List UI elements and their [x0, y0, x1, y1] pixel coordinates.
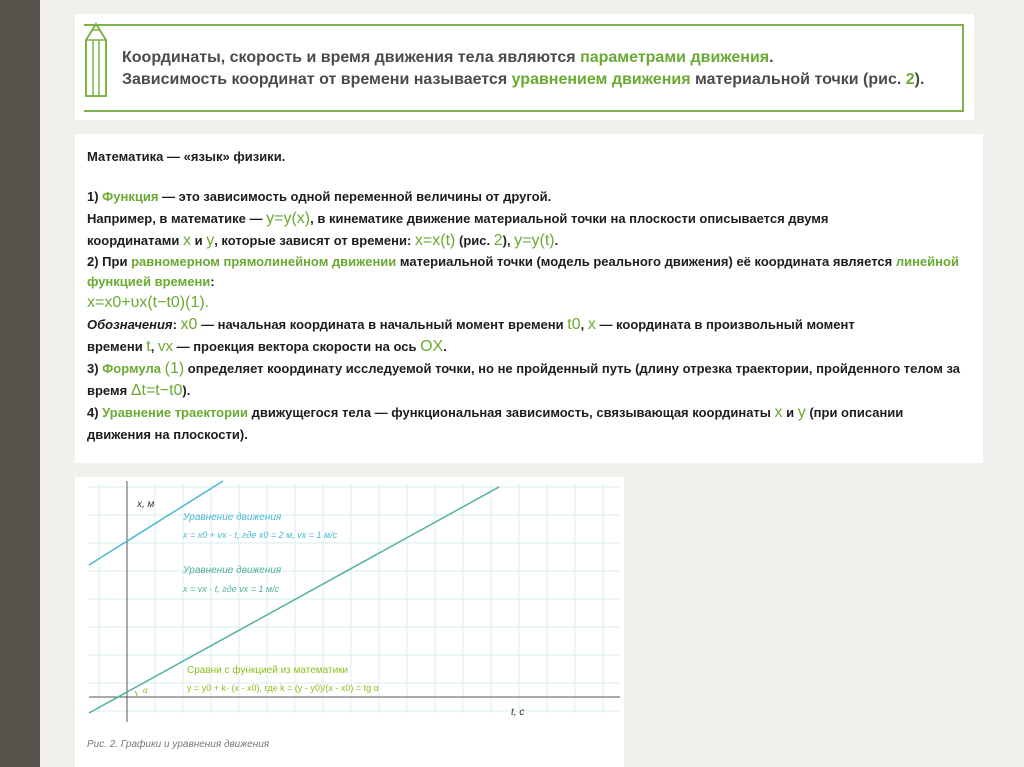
text: — проекция вектора скорости на ось — [172, 339, 421, 354]
definition-line-1 — [122, 47, 962, 69]
figure-caption: Рис. 2. Графики и уравнения движения — [87, 739, 270, 750]
text: , — [580, 317, 588, 332]
text: время — [87, 383, 131, 398]
formula: y — [206, 232, 215, 249]
formula: x — [774, 404, 783, 421]
term-uniform-motion: равномерном прямолинейном движении — [131, 254, 397, 269]
notes-heading: Математика — «язык» физики. — [87, 149, 286, 164]
note-5 — [87, 402, 977, 424]
text: и — [190, 233, 207, 248]
definition-card — [75, 14, 974, 120]
term-time-function: функцией времени — [87, 274, 211, 289]
text: — это зависимость одной переменной величины от другой. — [158, 189, 552, 204]
formula: x — [182, 232, 191, 249]
figure-graph — [75, 477, 624, 767]
note-4 — [87, 358, 977, 380]
note-4b — [87, 380, 977, 402]
text: определяет координату исследуемой точки, но не пройденный путь (длину отрезка траектории, пройденного телом за — [184, 361, 960, 376]
definition-line-2 — [122, 69, 962, 91]
graph-line-x0-0 — [89, 487, 499, 713]
formula: x0 — [180, 316, 198, 333]
figure-ref: 2 — [905, 71, 915, 88]
figure-card — [75, 477, 624, 767]
notes-body — [87, 146, 977, 446]
label-notation: Обозначения — [87, 317, 173, 332]
graph-line-x0-2 — [89, 481, 223, 565]
term-motion-parameters: параметрами движения — [580, 49, 770, 66]
formula: x=x0+υx(t−t0)(1). — [87, 294, 210, 311]
text: — координата в произвольный момент — [595, 317, 855, 332]
grid — [89, 483, 620, 713]
text: : — [172, 317, 181, 332]
formula: t0 — [567, 316, 581, 333]
term-formula: Формула — [102, 361, 161, 376]
text: Координаты, скорость и время движения тела являются — [122, 49, 581, 66]
definition-text — [122, 47, 962, 91]
text: времени — [87, 339, 147, 354]
text: 2) При — [87, 254, 132, 269]
notes-card — [75, 134, 983, 463]
formula: t — [146, 338, 151, 355]
note-3 — [87, 314, 977, 336]
text: материальной точки (модель реального движения) её координата является — [396, 254, 896, 269]
line1-equation: x = x0 + vx · t, где x0 = 2 м, vx = 1 м/с — [183, 530, 338, 540]
term-motion-equation: уравнением движения — [511, 71, 691, 88]
note-2 — [87, 252, 977, 292]
x-axis-label: t, c — [511, 707, 525, 718]
note-1b — [87, 208, 977, 230]
text: материальной точки (рис. — [690, 71, 906, 88]
text: и — [782, 405, 798, 420]
y-axis-label: x, м — [137, 499, 155, 510]
text: ). — [182, 383, 191, 398]
text: 4) — [87, 405, 103, 420]
line3-equation: y = y0 + k· (x - x0), где k = (y - y0)/(x - x0) = tg α — [187, 683, 379, 693]
angle-arc — [135, 691, 137, 697]
left-sidebar-bar — [0, 0, 40, 767]
formula: y=y(t) — [514, 232, 555, 249]
text: движущегося тела — функциональная зависимость, связывающая координаты — [248, 405, 775, 420]
formula: Δt=t−t0 — [130, 382, 183, 399]
figure-ref: 2 — [493, 232, 503, 249]
text: ), — [502, 233, 515, 248]
text: Зависимость координат от времени называется — [122, 71, 512, 88]
term-function: Функция — [102, 189, 159, 204]
term-linear: линейной — [895, 254, 959, 269]
text: . — [554, 233, 559, 248]
text: 3) — [87, 361, 103, 376]
text: — начальная координата в начальный момент времени — [197, 317, 568, 332]
text: : — [210, 274, 215, 289]
text: координатами — [87, 233, 183, 248]
line3-title: Сравни с функцией из математики — [187, 665, 349, 676]
formula: y — [797, 404, 806, 421]
pencil-icon — [81, 22, 111, 102]
line2-equation: x = vx · t, где vx = 1 м/с — [183, 584, 280, 594]
text: ). — [914, 71, 925, 88]
text: Например, в математике — — [87, 211, 267, 226]
line1-title: Уравнение движения — [183, 512, 282, 523]
angle-label: α — [143, 686, 148, 695]
line2-title: Уравнение движения — [183, 565, 282, 576]
text: , в кинематике движение материальной точки на плоскости описывается двумя — [310, 211, 829, 226]
note-5b: движения на плоскости). — [87, 427, 248, 442]
note-3b — [87, 336, 977, 358]
formula-ref: (1) — [164, 360, 185, 377]
text: , — [150, 339, 158, 354]
formula: y=y(x) — [266, 210, 311, 227]
text: . — [443, 339, 447, 354]
formula: x — [587, 316, 596, 333]
formula: x=x(t) — [414, 232, 456, 249]
note-1c — [87, 230, 977, 252]
equation-1 — [87, 292, 977, 314]
text: 1) — [87, 189, 103, 204]
text: (при описании — [805, 405, 904, 420]
formula: OX — [420, 338, 444, 355]
formula: vx — [157, 338, 173, 355]
text: , которые зависят от времени: — [214, 233, 415, 248]
note-1 — [87, 186, 977, 208]
text: (рис. — [455, 233, 494, 248]
text: . — [769, 49, 774, 66]
term-trajectory-equation: Уравнение траектории — [102, 405, 249, 420]
